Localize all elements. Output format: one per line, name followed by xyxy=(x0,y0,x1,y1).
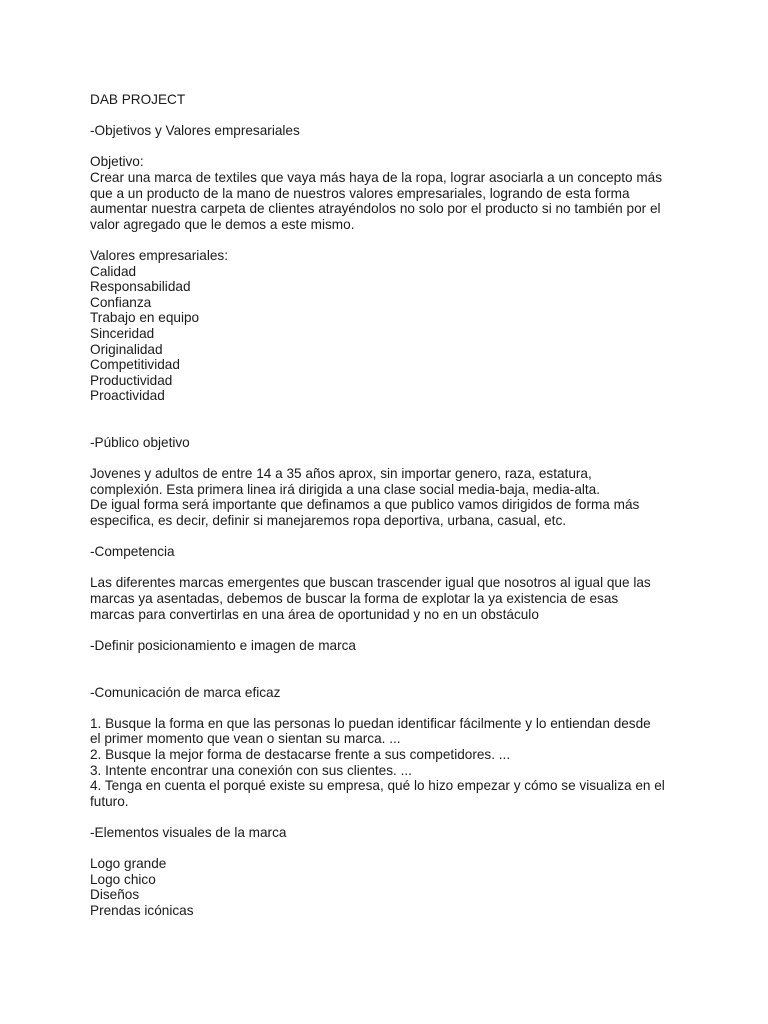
comunicacion-line: 3. Intente encontrar una conexión con sus clientes. ... xyxy=(90,762,412,778)
comunicacion-line: 1. Busque la forma en que las personas lo puedan identificar fácilmente y lo entiendan desde xyxy=(90,715,651,731)
section-heading-comunicacion: -Comunicación de marca eficaz xyxy=(90,684,281,700)
objetivo-label: Objetivo: xyxy=(90,154,144,170)
section-heading-elementos: -Elementos visuales de la marca xyxy=(90,824,287,840)
objetivo-line: Crear una marca de textiles que vaya más haya de la ropa, lograr asociarla a un concepto más xyxy=(90,169,662,185)
elemento-item: Diseños xyxy=(90,887,140,903)
objetivo-line: valor agregado que le demos a este mismo. xyxy=(90,216,355,232)
valor-item: Trabajo en equipo xyxy=(90,310,200,326)
competencia-line: Las diferentes marcas emergentes que buscan trascender igual que nosotros al igual que las xyxy=(90,575,651,591)
valores-label: Valores empresariales: xyxy=(90,247,229,263)
section-heading-publico: -Público objetivo xyxy=(90,435,190,451)
objetivo-line: aumentar nuestra carpeta de clientes atrayéndolos no solo por el producto si no también por el xyxy=(90,201,661,217)
elemento-item: Prendas icónicas xyxy=(90,902,194,918)
valor-item: Responsabilidad xyxy=(90,279,191,295)
competencia-line: marcas para convertirlas en una área de oportunidad y no en un obstáculo xyxy=(90,606,539,622)
valor-item: Confianza xyxy=(90,294,152,310)
competencia-line: marcas ya asentadas, debemos de buscar la forma de explotar la ya existencia de esas xyxy=(90,591,619,606)
valor-item: Proactividad xyxy=(90,388,165,404)
section-heading-competencia: -Competencia xyxy=(90,544,175,560)
valor-item: Calidad xyxy=(90,263,137,279)
publico-line: especifica, es decir, definir si manejaremos ropa deportiva, urbana, casual, etc. xyxy=(90,513,567,529)
publico-line: Jovenes y adultos de entre 14 a 35 años aprox, sin importar genero, raza, estatura, xyxy=(90,466,592,482)
objetivo-line: que a un producto de la mano de nuestros valores empresariales, logrando de esta forma xyxy=(90,185,630,201)
comunicacion-line: 4. Tenga en cuenta el porqué existe su empresa, qué lo hizo empezar y cómo se visualiza en el xyxy=(90,778,665,794)
valor-item: Productividad xyxy=(90,372,173,388)
publico-line: De igual forma será importante que definamos a que publico vamos dirigidos de forma más xyxy=(90,497,640,513)
section-heading-posicionamiento: -Definir posicionamiento e imagen de marca xyxy=(90,637,356,653)
document-title: DAB PROJECT xyxy=(90,92,186,107)
valor-item: Originalidad xyxy=(90,341,163,357)
elemento-item: Logo chico xyxy=(90,871,156,887)
section-heading-objetivos: -Objetivos y Valores empresariales xyxy=(90,123,300,139)
comunicacion-line: el primer momento que vean o sientan su marca. ... xyxy=(90,731,401,747)
comunicacion-line: 2. Busque la mejor forma de destacarse frente a sus competidores. ... xyxy=(90,746,511,762)
valor-item: Competitividad xyxy=(90,357,180,373)
comunicacion-line: futuro. xyxy=(90,793,129,809)
elemento-item: Logo grande xyxy=(90,856,167,872)
valor-item: Sinceridad xyxy=(90,325,155,341)
publico-line: complexión. Esta primera linea irá dirigida a una clase social media-baja, media-alta. xyxy=(90,481,601,497)
